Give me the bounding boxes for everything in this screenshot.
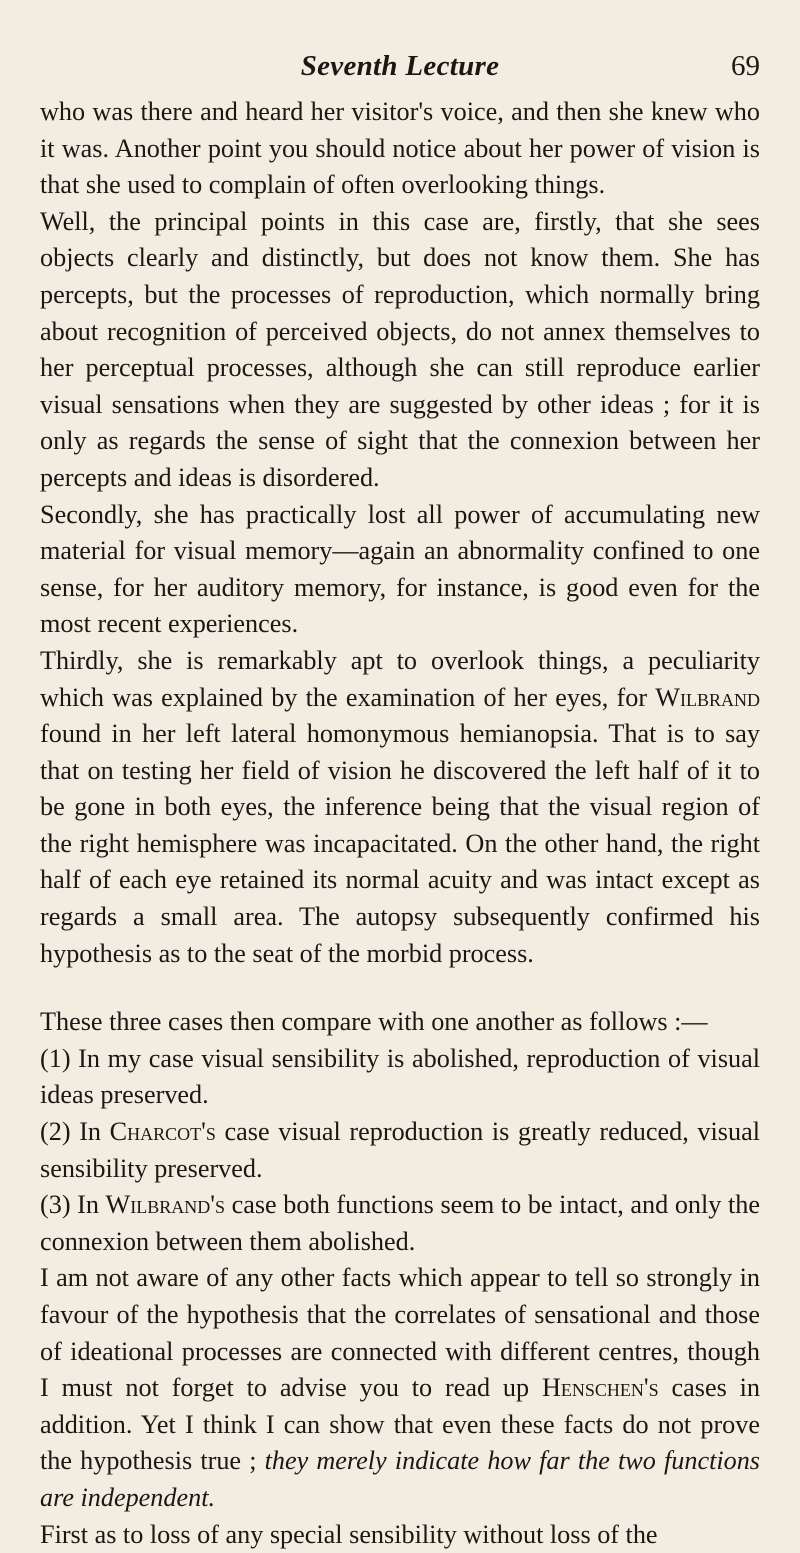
italic-emphasis: they merely indicate how far the two functions are independent. [40, 1446, 760, 1512]
paragraph: who was there and heard her visitor's voice, and then she knew who it was. Another point you should notice about her power of vision is that she used to complain of often overlooking things. [40, 97, 760, 200]
page-header [40, 44, 760, 88]
list-item: (1) In my case visual sensibility is abolished, reproduction of visual ideas preserved. [40, 1043, 760, 1110]
paragraph: Thirdly, she is remarkably apt to overlook things, a peculiarity which was explained by the examination of her eyes, for Wilbrand found in her left lateral homonymous hemianopsia. That is to say that on testing her field of vision he discovered the left half of it to be gone in both eyes, the inference being that the visual region of the right hemisphere was incapacitated. On the other hand, the right half of each eye retained its normal acuity and was intact except as regards a small area. The autopsy subsequently confirmed his hypothesis as to the seat of the morbid process. [40, 645, 760, 968]
paragraph: Well, the principal points in this case are, firstly, that she sees objects clearly and distinctly, but does not know them. She has percepts, but the processes of reproduction, which normally bring about recognition of perceived objects, do not annex themselves to her perceptual processes, although she can still reproduce earlier visual sensations when they are suggested by other ideas ; for it is only as regards the sense of sight that the connexion between her percepts and ideas is disordered. [40, 206, 760, 492]
author-name: Charcot's [109, 1117, 216, 1147]
list-item: (2) In Charcot's case visual reproduction is greatly reduced, visual sensibility preserved. [40, 1117, 760, 1183]
author-name: Wilbrand [655, 682, 760, 712]
paragraph: Secondly, she has practically lost all power of accumulating new material for visual memory—again an abnormality confined to one sense, for her auditory memory, for instance, is good even for the most recent experiences. [40, 499, 760, 639]
running-head: Seventh Lecture [300, 50, 500, 82]
body-text [40, 94, 760, 1553]
paragraph: I am not aware of any other facts which appear to tell so strongly in favour of the hypothesis that the correlates of sensational and those of ideational processes are connected with different centres, though I must not forget to advise you to read up Henschen's cases in addition. Yet I think I can show that even these facts do not prove the hypothesis true ; they merely indicate how far the two functions are independent. [40, 1263, 760, 1512]
page-number: 69 [731, 50, 760, 82]
paragraph: These three cases then compare with one another as follows :— [40, 1007, 708, 1037]
author-name: Henschen's [541, 1373, 659, 1403]
author-name: Wilbrand's [105, 1190, 225, 1220]
paragraph: First as to loss of any special sensibility without loss of the [40, 1519, 658, 1549]
list-item: (3) In Wilbrand's case both functions seem to be intact, and only the connexion between them abolished. [40, 1190, 760, 1256]
